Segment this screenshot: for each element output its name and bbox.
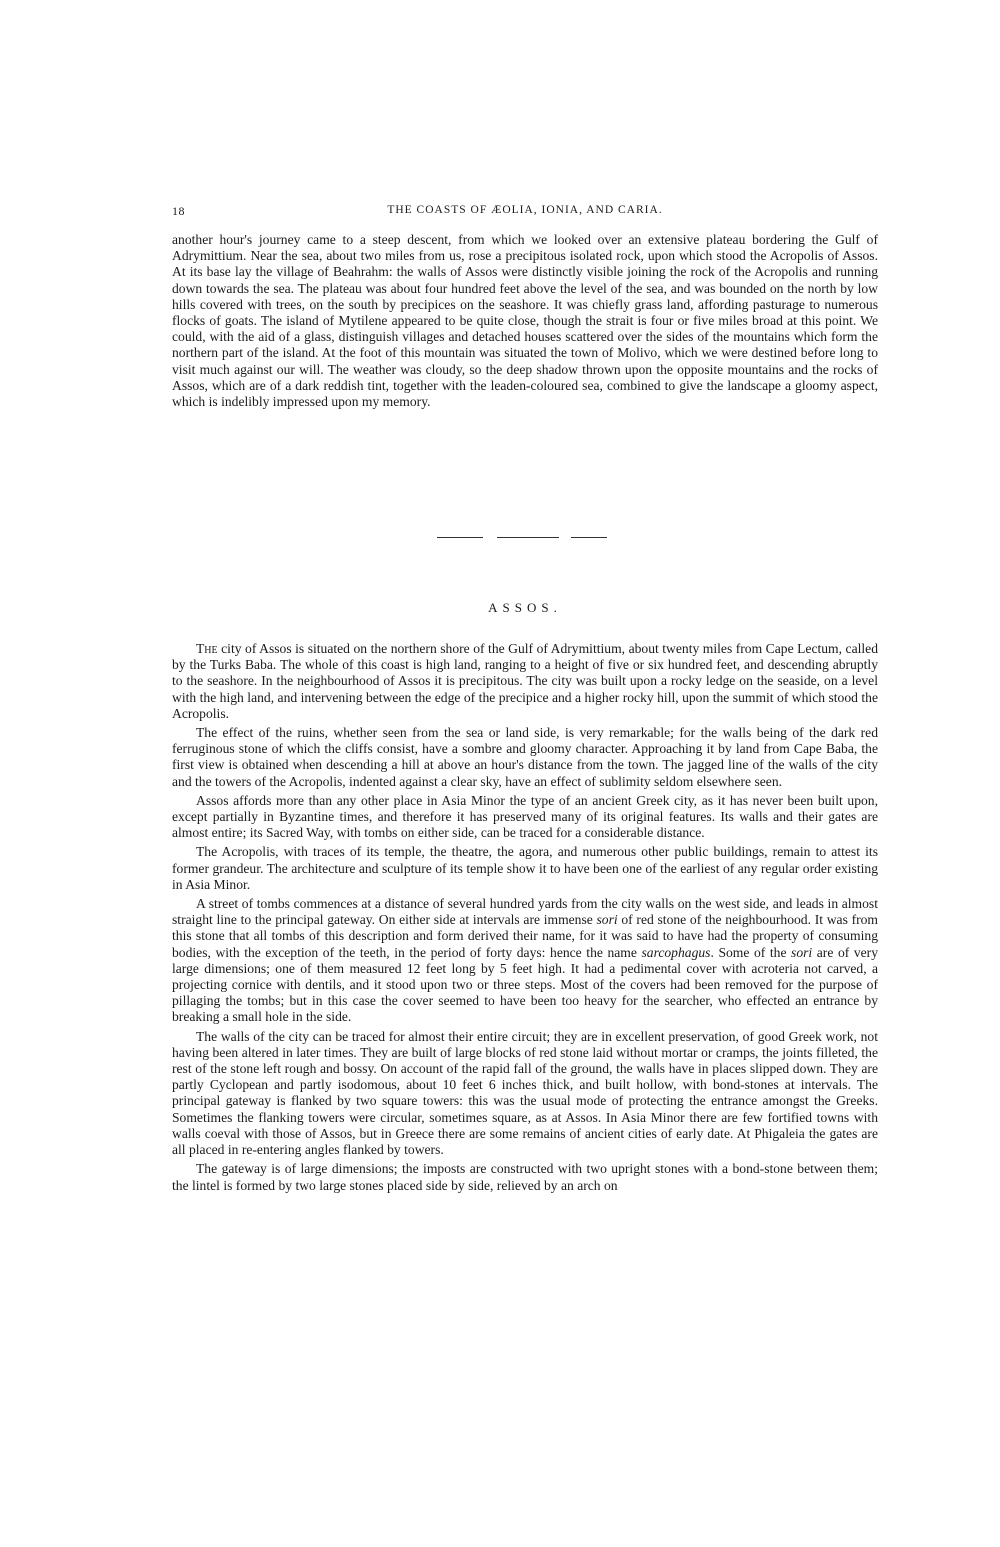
section-paragraph-2: The effect of the ruins, whether seen from the sea or land side, is very remarkable; for the walls being of the dark red ferruginous stone of which the cliffs consist, have a sombre and gloomy character. Approaching it by land from Cape Baba, the first view is obtained when descending a hill at above an hour's distance from the town. The jagged line of the walls of the city and the towers of the Acropolis, indented against a clear sky, have an effect of sublimity seldom elsewhere seen. bbox=[172, 725, 878, 789]
page-header bbox=[172, 204, 878, 224]
paragraph-5-text-c: of red stone of the neighbourhood. It was from this stone that all tombs of this description and form derived their name, for it was said to have had the property of consuming bodies, with the exception of the teeth, in the period of forty days: hence the name bbox=[172, 912, 878, 960]
section-body bbox=[172, 641, 878, 1197]
drop-lead-word: The bbox=[196, 641, 218, 656]
intro-paragraph: another hour's journey came to a steep descent, from which we looked over an extensive plateau bordering the Gulf of Adrymittium. Near the sea, about two miles from us, rose a precipitous isolated rock, upon which stood the Acropolis of Assos. At its base lay the village of Beahrahm: the walls of Assos were distinctly visible joining the rock of the Acropolis and running down towards the sea. The plateau was about four hundred feet above the level of the sea, and was bounded on the north by low hills covered with trees, on the south by precipices on the seashore. It was chiefly grass land, affording pasturage to numerous flocks of goats. The island of Mytilene appeared to be quite close, though the strait is four or five miles broad at this point. We could, with the aid of a glass, distinguish villages and detached houses scattered over the sides of the mountains which form the northern part of the island. At the foot of this mountain was situated the town of Molivo, which we were destined before long to visit much against our will. The weather was cloudy, so the deep shadow thrown upon the opposite mountains and the rocks of Assos, which are of a dark reddish tint, together with the leaden-coloured sea, combined to give the landscape a gloomy aspect, which is indelibly impressed upon my memory. bbox=[172, 232, 878, 410]
intro-text-block bbox=[172, 232, 878, 410]
term-sori: sori bbox=[596, 912, 618, 928]
section-title: ASSOS. bbox=[488, 600, 562, 615]
paragraph-1-text: city of Assos is situated on the northern shore of the Gulf of Adrymittium, about twenty miles from Cape Lectum, called by the Turks Baba. The whole of this coast is high land, ranging to a height of five or six hundred feet, and descending abruptly to the seashore. In the neighbourhood of Assos it is precipitous. The city was built upon a rocky ledge on the seaside, on a level with the high land, and intervening between the edge of the precipice and a higher rocky hill, upon the summit of which stood the Acropolis. bbox=[172, 641, 878, 721]
term-sori-2: sori bbox=[791, 944, 813, 960]
section-paragraph-5 bbox=[172, 896, 878, 1026]
paragraph-5-text-a: A street of tombs commences at a distance of several hundred yards from the city walls on the west side, and leads in almost straight line to the principal gateway. On either side at intervals are immense bbox=[172, 896, 878, 928]
section-paragraph-3: Assos affords more than any other place in Asia Minor the type of an ancient Greek city, as it has never been built upon, except partially in Byzantine times, and therefore it has preserved many of its original features. Its walls and their gates are almost entire; its Sacred Way, with tombs on either side, can be traced for a considerable distance. bbox=[172, 792, 878, 841]
term-sarcophagus: sarcophagus bbox=[641, 944, 711, 960]
page-number: 18 bbox=[172, 204, 185, 218]
section-divider bbox=[437, 536, 607, 540]
running-title: THE COASTS OF ÆOLIA, IONIA, AND CARIA. bbox=[387, 204, 663, 216]
divider-rule-middle bbox=[497, 537, 559, 538]
section-paragraph-4: The Acropolis, with traces of its temple, the theatre, the agora, and numerous other public buildings, remain to attest its former grandeur. The architecture and sculpture of its temple show it to have been one of the earliest of any regular order existing in Asia Minor. bbox=[172, 844, 878, 892]
divider-rule-right bbox=[571, 537, 607, 538]
section-paragraph-6: The walls of the city can be traced for almost their entire circuit; they are in excellent preservation, of good Greek work, not having been altered in later times. They are built of large blocks of red stone laid without mortar or cramps, the joints filleted, the rest of the stone left rough and bossy. On account of the rapid fall of the ground, the walls have in places slipped down. They are partly Cyclopean and partly isodomous, about 10 feet 6 inches thick, and built hollow, with bond-stones at intervals. The principal gateway is flanked by two square towers: this was the usual mode of protecting the entrance amongst the Greeks. Sometimes the flanking towers were circular, sometimes square, as at Assos. In Asia Minor there are few fortified towns with walls coeval with those of Assos, but in Greece there are some remains of ancient cities of early date. At Phigaleia the gates are all placed in re-entering angles flanked by towers. bbox=[172, 1028, 878, 1158]
paragraph-5-text-e: . Some of the bbox=[710, 944, 792, 960]
section-paragraph-7: The gateway is of large dimensions; the imposts are constructed with two upright stones with a bond-stone between them; the lintel is formed by two large stones placed side by side, relieved by an arch on bbox=[172, 1161, 878, 1193]
divider-rule-left bbox=[437, 537, 483, 538]
section-paragraph-1 bbox=[172, 641, 878, 722]
paragraph-5-text-g: are of very large dimensions; one of them measured 12 feet long by 5 feet high. It had a pedimental cover with acroteria not carved, a projecting cornice with dentils, and it stood upon two or three steps. Most of the covers had been removed for the purpose of pillaging the tombs; but in this case the cover seemed to have been too heavy for the searcher, who effected an entrance by breaking a small hole in the side. bbox=[172, 944, 878, 1025]
